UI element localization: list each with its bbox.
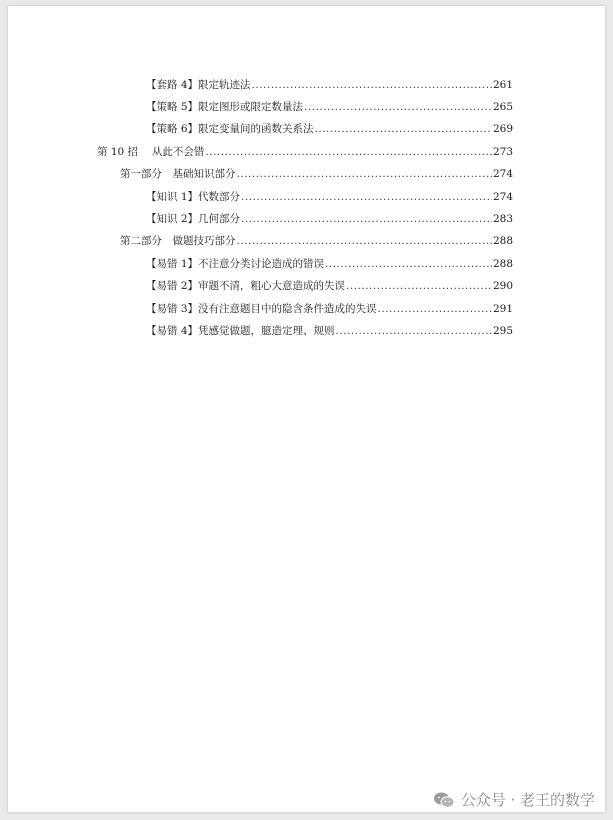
toc-entry (97, 145, 513, 159)
toc-entry-page: 283 (492, 213, 513, 225)
dot-leader (237, 167, 492, 181)
toc-entry (146, 122, 513, 136)
toc-entry-page: 288 (492, 235, 513, 247)
toc-entry-page: 288 (492, 258, 513, 270)
dot-leader (205, 145, 492, 159)
toc-entry (146, 324, 513, 338)
watermark-text: 公众号 · 老王的数学 (460, 791, 595, 809)
toc-entry-page: 265 (492, 101, 513, 113)
dot-leader (378, 302, 492, 316)
dot-leader (252, 78, 492, 92)
toc-entry (146, 302, 513, 316)
toc-entry (146, 212, 513, 226)
toc-entry-page: 273 (492, 146, 513, 158)
dot-leader (346, 279, 492, 293)
wechat-icon (433, 791, 455, 809)
dot-leader (241, 212, 492, 226)
toc-entry (120, 234, 513, 248)
toc-entry-label: 【易错 1】不注意分类讨论造成的错误 (146, 258, 325, 270)
toc-entry-label: 【套路 4】限定轨迹法 (146, 79, 251, 91)
toc-entry-page: 274 (492, 191, 513, 203)
toc-entry-page: 274 (492, 168, 513, 180)
toc-entry-label: 【易错 2】审题不清，粗心大意造成的失误 (146, 280, 346, 292)
document-page (8, 6, 605, 812)
dot-leader (336, 324, 492, 338)
toc-entry-label: 第一部分 基础知识部分 (120, 168, 236, 180)
toc-entry-label: 【策略 6】限定变量间的函数关系法 (146, 123, 314, 135)
toc-entry-label: 【知识 2】几何部分 (146, 213, 241, 225)
dot-leader (241, 190, 492, 204)
dot-leader (315, 122, 492, 136)
toc-entry-label: 【易错 3】没有注意题目中的隐含条件造成的失误 (146, 303, 377, 315)
toc-entry (146, 78, 513, 92)
toc-entry (146, 100, 513, 114)
toc-entry (146, 279, 513, 293)
toc-entry (120, 167, 513, 181)
dot-leader (325, 257, 492, 271)
toc-entry-label: 第 10 招 从此不会错 (97, 146, 205, 158)
toc-entry-page: 290 (492, 280, 513, 292)
toc-entry-page: 261 (492, 79, 513, 91)
watermark (433, 789, 595, 810)
toc-entry-label: 【策略 5】限定图形或限定数量法 (146, 101, 304, 113)
toc-entry (146, 190, 513, 204)
dot-leader (304, 100, 492, 114)
toc-entry-label: 【知识 1】代数部分 (146, 191, 241, 203)
toc-entry-label: 【易错 4】凭感觉做题，臆造定理、规则 (146, 325, 335, 337)
dot-leader (237, 234, 492, 248)
toc-entry-page: 269 (492, 123, 513, 135)
toc-entry (146, 257, 513, 271)
toc-entry-page: 291 (492, 303, 513, 315)
toc-entry-page: 295 (492, 325, 513, 337)
toc-entry-label: 第二部分 做题技巧部分 (120, 235, 236, 247)
